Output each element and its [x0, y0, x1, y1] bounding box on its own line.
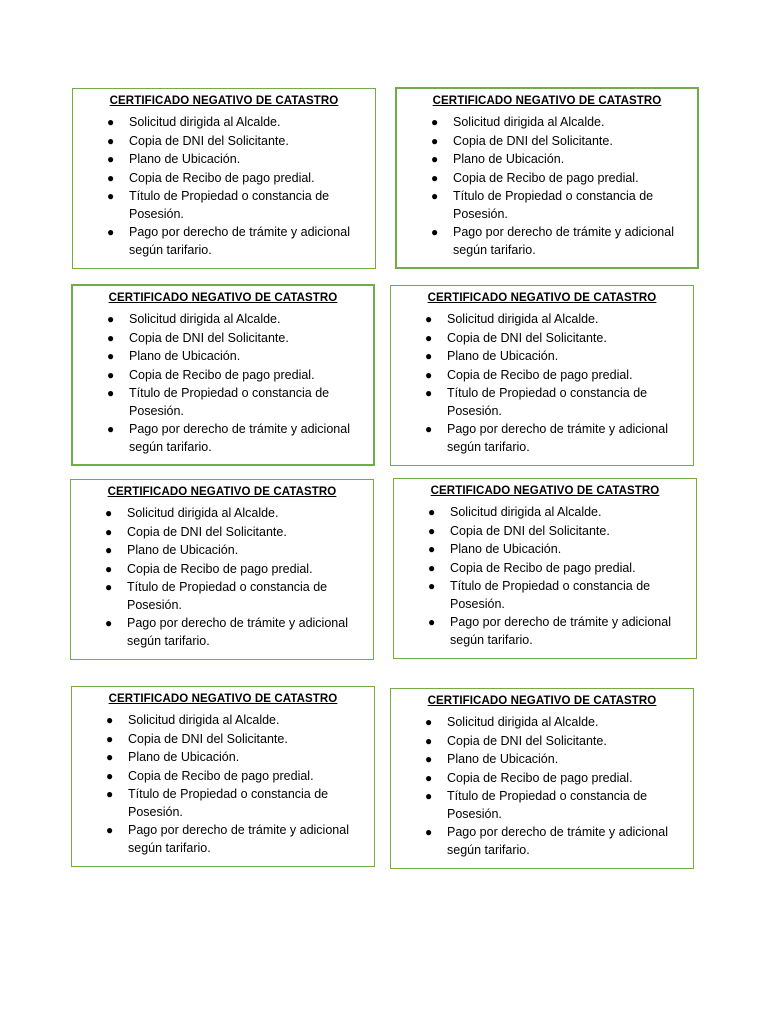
requirement-list: [82, 712, 364, 857]
bullet-icon: ●: [425, 312, 433, 326]
bullet-icon: ●: [107, 367, 115, 382]
requirement-card-3: [71, 284, 375, 466]
bullet-icon: ●: [106, 750, 114, 764]
bullet-icon: ●: [107, 312, 115, 326]
list-item: ● Pago por derecho de trámite y adicional según tarifario.: [428, 615, 671, 647]
list-item: ● Solicitud dirigida al Alcalde.: [81, 505, 363, 523]
bullet-icon: ●: [106, 823, 114, 837]
bullet-icon: ●: [107, 133, 115, 148]
list-item: ● Copia de DNI del Solicitante.: [81, 524, 363, 542]
bullet-icon: ●: [107, 152, 115, 166]
list-item: ● Copia de DNI del Solicitante.: [401, 733, 683, 751]
list-item: ● Plano de Ubicación.: [401, 348, 683, 366]
list-item: ● Solicitud dirigida al Alcalde.: [82, 712, 364, 730]
bullet-icon: ●: [428, 505, 436, 519]
list-item: ● Copia de Recibo de pago predial.: [401, 367, 683, 385]
list-item: ● Copia de DNI del Solicitante.: [407, 133, 687, 151]
bullet-icon: ●: [105, 580, 113, 594]
requirement-card-4: [390, 285, 694, 466]
list-item: ● Título de Propiedad o constancia de Posesión.: [431, 189, 654, 221]
list-item: ● Título de Propiedad o constancia de Posesión.: [425, 386, 648, 418]
bullet-icon: ●: [107, 170, 115, 185]
list-item: ● Título de Propiedad o constancia de Posesión.: [107, 189, 330, 221]
list-item: ● Solicitud dirigida al Alcalde.: [401, 714, 683, 732]
requirement-list: [81, 505, 363, 650]
bullet-icon: ●: [106, 768, 114, 783]
bullet-icon: ●: [425, 752, 433, 766]
list-item: ● Solicitud dirigida al Alcalde.: [401, 311, 683, 329]
card-title: CERTIFICADO NEGATIVO DE CATASTRO: [430, 485, 660, 497]
bullet-icon: ●: [425, 386, 433, 400]
list-item: ● Pago por derecho de trámite y adicional según tarifario.: [431, 225, 674, 257]
requirement-card-5: [70, 479, 374, 660]
list-item: ● Pago por derecho de trámite y adicional según tarifario.: [425, 422, 668, 454]
list-item: ● Plano de Ubicación.: [404, 541, 686, 559]
requirement-list: [407, 114, 687, 259]
bullet-icon: ●: [428, 615, 436, 629]
list-item: ● Plano de Ubicación.: [83, 151, 365, 169]
bullet-icon: ●: [105, 561, 113, 576]
requirement-list: [404, 504, 686, 649]
list-item: ● Título de Propiedad o constancia de Posesión.: [107, 386, 330, 418]
bullet-icon: ●: [425, 422, 433, 436]
bullet-icon: ●: [107, 422, 115, 436]
requirement-card-8: [390, 688, 694, 869]
card-title: CERTIFICADO NEGATIVO DE CATASTRO: [108, 292, 338, 304]
list-item: ● Plano de Ubicación.: [82, 749, 364, 767]
card-title: CERTIFICADO NEGATIVO DE CATASTRO: [107, 486, 337, 498]
list-item: ● Copia de DNI del Solicitante.: [83, 330, 363, 348]
bullet-icon: ●: [431, 152, 439, 166]
list-item: ● Plano de Ubicación.: [83, 348, 363, 366]
bullet-icon: ●: [107, 225, 115, 239]
list-item: ● Copia de Recibo de pago predial.: [83, 367, 363, 385]
card-title: CERTIFICADO NEGATIVO DE CATASTRO: [427, 695, 657, 707]
list-item: ● Título de Propiedad o constancia de Posesión.: [105, 580, 328, 612]
list-item: ● Copia de DNI del Solicitante.: [401, 330, 683, 348]
bullet-icon: ●: [107, 189, 115, 203]
list-item: ● Plano de Ubicación.: [81, 542, 363, 560]
bullet-icon: ●: [107, 330, 115, 345]
bullet-icon: ●: [425, 825, 433, 839]
bullet-icon: ●: [107, 349, 115, 363]
bullet-icon: ●: [105, 524, 113, 539]
list-item: ● Copia de Recibo de pago predial.: [407, 170, 687, 188]
list-item: ● Copia de Recibo de pago predial.: [404, 560, 686, 578]
requirement-list: [83, 311, 363, 456]
list-item: ● Solicitud dirigida al Alcalde.: [404, 504, 686, 522]
card-title: CERTIFICADO NEGATIVO DE CATASTRO: [432, 95, 662, 107]
bullet-icon: ●: [107, 115, 115, 129]
list-item: ● Título de Propiedad o constancia de Posesión.: [428, 579, 651, 611]
list-item: ● Solicitud dirigida al Alcalde.: [407, 114, 687, 132]
list-item: ● Pago por derecho de trámite y adicional según tarifario.: [107, 422, 350, 454]
list-item: ● Copia de Recibo de pago predial.: [82, 768, 364, 786]
bullet-icon: ●: [425, 715, 433, 729]
bullet-icon: ●: [425, 349, 433, 363]
list-item: ● Copia de DNI del Solicitante.: [83, 133, 365, 151]
list-item: ● Solicitud dirigida al Alcalde.: [83, 311, 363, 329]
card-title: CERTIFICADO NEGATIVO DE CATASTRO: [108, 693, 338, 705]
requirement-card-7: [71, 686, 375, 867]
bullet-icon: ●: [425, 770, 433, 785]
list-item: ● Pago por derecho de trámite y adicional según tarifario.: [425, 825, 668, 857]
bullet-icon: ●: [105, 543, 113, 557]
bullet-icon: ●: [431, 170, 439, 185]
bullet-icon: ●: [428, 579, 436, 593]
requirement-list: [401, 311, 683, 456]
card-title: CERTIFICADO NEGATIVO DE CATASTRO: [427, 292, 657, 304]
bullet-icon: ●: [431, 133, 439, 148]
list-item: ● Plano de Ubicación.: [407, 151, 687, 169]
list-item: ● Copia de DNI del Solicitante.: [404, 523, 686, 541]
bullet-icon: ●: [431, 189, 439, 203]
bullet-icon: ●: [105, 616, 113, 630]
bullet-icon: ●: [107, 386, 115, 400]
requirement-card-6: [393, 478, 697, 659]
bullet-icon: ●: [105, 506, 113, 520]
requirement-list: [83, 114, 365, 259]
list-item: ● Copia de Recibo de pago predial.: [401, 770, 683, 788]
list-item: ● Pago por derecho de trámite y adicional según tarifario.: [105, 616, 348, 648]
bullet-icon: ●: [431, 225, 439, 239]
list-item: ● Título de Propiedad o constancia de Posesión.: [106, 787, 329, 819]
requirement-card-1: [72, 88, 376, 269]
requirement-card-2: [395, 87, 699, 269]
bullet-icon: ●: [106, 713, 114, 727]
bullet-icon: ●: [425, 733, 433, 748]
bullet-icon: ●: [431, 115, 439, 129]
card-title: CERTIFICADO NEGATIVO DE CATASTRO: [109, 95, 339, 107]
list-item: ● Copia de Recibo de pago predial.: [81, 561, 363, 579]
list-item: ● Pago por derecho de trámite y adicional según tarifario.: [106, 823, 349, 855]
list-item: ● Copia de DNI del Solicitante.: [82, 731, 364, 749]
list-item: ● Solicitud dirigida al Alcalde.: [83, 114, 365, 132]
list-item: ● Copia de Recibo de pago predial.: [83, 170, 365, 188]
bullet-icon: ●: [425, 789, 433, 803]
bullet-icon: ●: [106, 731, 114, 746]
list-item: ● Plano de Ubicación.: [401, 751, 683, 769]
bullet-icon: ●: [425, 330, 433, 345]
list-item: ● Pago por derecho de trámite y adicional según tarifario.: [107, 225, 350, 257]
list-item: ● Título de Propiedad o constancia de Posesión.: [425, 789, 648, 821]
bullet-icon: ●: [425, 367, 433, 382]
bullet-icon: ●: [106, 787, 114, 801]
bullet-icon: ●: [428, 542, 436, 556]
bullet-icon: ●: [428, 560, 436, 575]
requirement-list: [401, 714, 683, 859]
bullet-icon: ●: [428, 523, 436, 538]
